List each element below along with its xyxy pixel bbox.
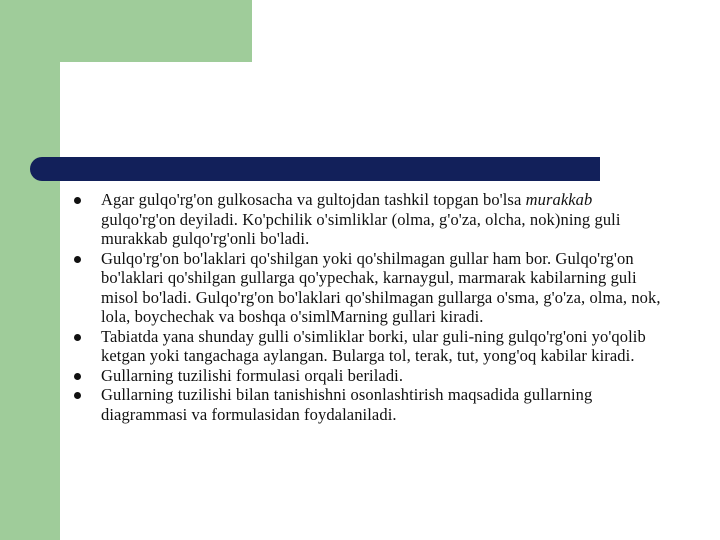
bullet-dot-icon — [74, 392, 81, 399]
bullet-item — [72, 249, 662, 327]
bullet-item — [72, 366, 662, 386]
bullet-text: Gulqo'rg'on bo'laklari qo'shilgan yoki qo'shilmagan gullar ham bor. Gulqo'rg'on bo'laklari qo'shilgan gullarga qo'ypechak, karnaygul, marmarak kabilarning guli misol bo'ladi. Gulqo'rg'on bo'laklari qo'shilmagan gullarga o'sma, g'o'za, olma, nok, lola, boychechak va boshqa o'simlMarning gullari kiradi. — [101, 248, 661, 326]
bullet-text: Tabiatda yana shunday gulli o'simliklar borki, ular guli-ning gulqo'rg'oni yo'qolib ketgan yoki tangachaga aylangan. Bularga tol, terak, tut, yong'oq kabilar kiradi. — [101, 326, 646, 365]
bullet-list — [72, 190, 662, 424]
green-side-bar — [0, 0, 60, 540]
rounded-corner — [60, 62, 100, 102]
bullet-item — [72, 190, 662, 249]
bullet-dot-icon — [74, 197, 81, 204]
slide-content — [72, 190, 662, 424]
title-divider-bar — [30, 157, 600, 181]
bullet-dot-icon — [74, 334, 81, 341]
emphasis-text: murakkab — [525, 190, 593, 209]
bullet-item — [72, 385, 662, 424]
bullet-text: Agar gulqo'rg'on gulkosacha va gultojdan tashkil topgan bo'lsa murakkab gulqo'rg'on deyiladi. Ko'pchilik o'simliklar (olma, g'o'za, olcha, nok)ning guli murakkab gulqo'rg'onli bo'ladi. — [101, 190, 621, 248]
bullet-text: Gullarning tuzilishi bilan tanishishni osonlashtirish maqsadida gullarning diagrammasi va formulasidan foydalaniladi. — [101, 385, 593, 424]
bullet-item — [72, 327, 662, 366]
bullet-dot-icon — [74, 373, 81, 380]
bullet-dot-icon — [74, 256, 81, 263]
bullet-text: Gullarning tuzilishi formulasi orqali beriladi. — [101, 365, 404, 385]
